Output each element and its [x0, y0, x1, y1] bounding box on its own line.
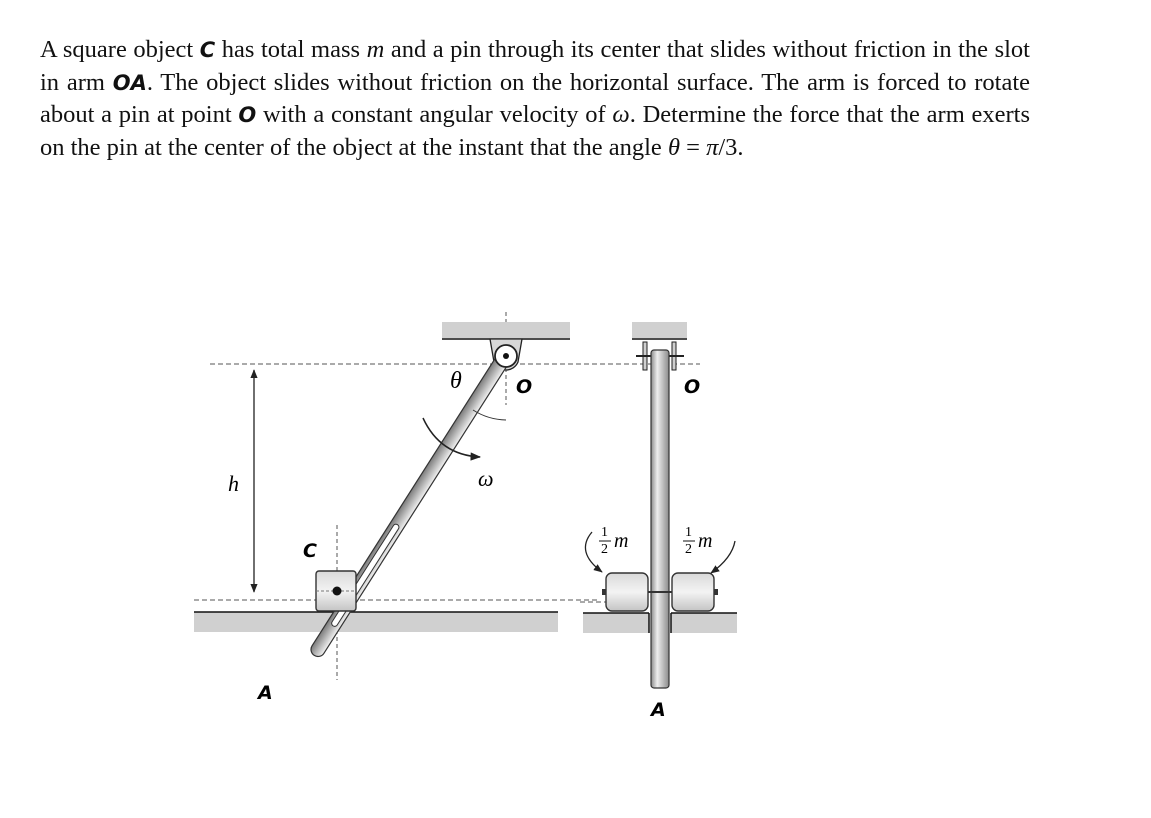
- problem-label-o: O: [238, 103, 257, 127]
- floor-left-section: [583, 613, 649, 633]
- half-denominator-left: 2: [601, 542, 608, 557]
- floor-surface: [194, 612, 558, 632]
- label-o-right: O: [684, 376, 701, 398]
- arm-oa-edge-view: [651, 350, 669, 688]
- half-block-left: [606, 573, 648, 611]
- problem-text: and a pin through its center that slides without friction in the slot in arm: [40, 36, 1030, 96]
- half-numerator-right: 1: [685, 525, 692, 540]
- problem-text: /3.: [718, 133, 744, 161]
- ceiling-support-right: [632, 322, 687, 338]
- floor-right-section: [671, 613, 737, 633]
- half-block-left-pin: [602, 589, 606, 595]
- half-block-right: [672, 573, 714, 611]
- problem-text: A square object: [40, 36, 200, 63]
- problem-symbol-pi: π: [706, 133, 719, 161]
- problem-text: . The object slides without friction on the horizontal surface. The arm is forced to rotate about a pin at point: [40, 68, 1031, 128]
- problem-text: =: [679, 133, 707, 161]
- half-block-right-pin: [714, 589, 718, 595]
- label-h: h: [228, 471, 239, 496]
- mass-label-left: m: [614, 530, 629, 552]
- label-theta: θ: [450, 368, 462, 394]
- mass-label-right: m: [698, 530, 713, 552]
- label-a-left: A: [258, 682, 273, 704]
- problem-symbol-theta: θ: [667, 133, 680, 161]
- problem-symbol-m: m: [366, 36, 385, 63]
- right-view: [580, 322, 737, 721]
- pivot-pin-center: [503, 353, 509, 359]
- problem-text: has total mass: [215, 36, 367, 63]
- problem-text: with a constant angular velocity of: [256, 101, 613, 128]
- problem-symbol-omega: ω: [612, 101, 630, 128]
- left-view: [194, 312, 700, 704]
- problem-text: . Determine the force that the arm exerts on the pin at the center of the object at the instant that the angle: [40, 101, 1030, 161]
- half-numerator-left: 1: [601, 525, 608, 540]
- center-pin-c: [333, 587, 342, 596]
- label-omega: ω: [478, 466, 494, 491]
- problem-label-oa: OA: [112, 70, 147, 95]
- label-o-left: O: [516, 376, 533, 398]
- ceiling-support: [442, 322, 570, 338]
- problem-label-c: C: [199, 38, 216, 62]
- half-denominator-right: 2: [685, 542, 692, 557]
- pointer-arrow-right: [711, 541, 735, 573]
- label-c: C: [303, 540, 317, 562]
- pointer-arrow-left: [585, 532, 602, 572]
- label-a-right: A: [651, 699, 666, 721]
